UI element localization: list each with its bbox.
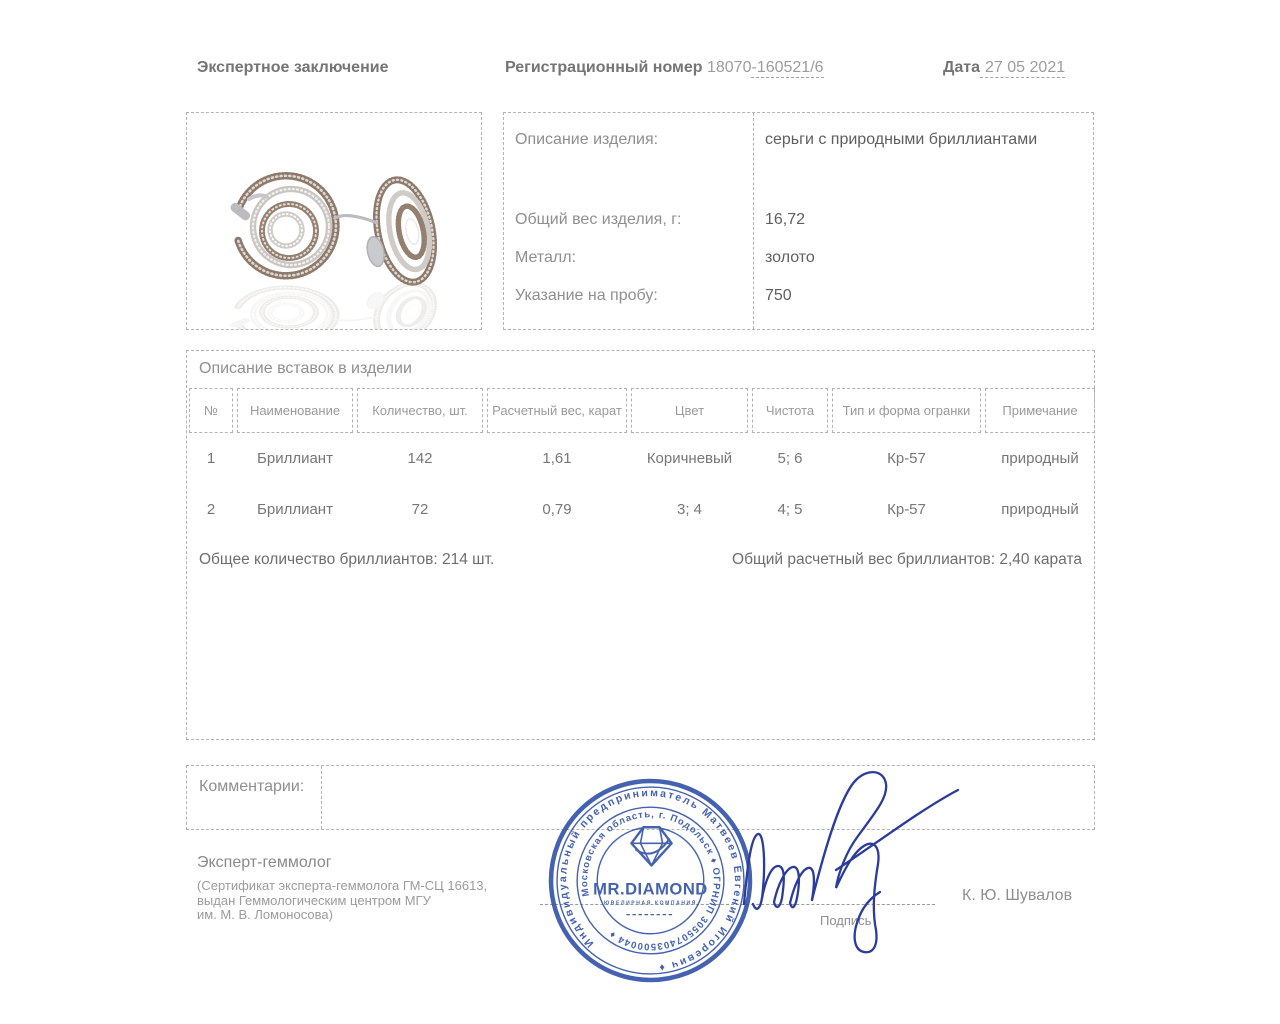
cell-note: природный: [1001, 500, 1079, 518]
diamond-icon: [631, 827, 671, 865]
column-header-note: Примечание: [985, 388, 1095, 433]
summary-total-weight: Общий расчетный вес бриллиантов: 2,40 карата: [732, 551, 1082, 568]
table-summary: [199, 548, 1082, 572]
column-header-number: №: [189, 388, 233, 433]
cell-name: Бриллиант: [257, 500, 333, 518]
column-header-weight: Расчетный вес, карат: [487, 388, 627, 433]
company-stamp: [547, 777, 754, 984]
table-header-row: [189, 388, 1095, 433]
total-weight-label: Общий вес изделия, г:: [515, 211, 682, 228]
registration-number: [505, 59, 824, 77]
description-row: [504, 249, 1093, 269]
metal-value: золото: [765, 249, 815, 266]
cell-clarity: 5; 6: [777, 449, 803, 467]
column-header-clarity: Чистота: [752, 388, 828, 433]
expert-name: К. Ю. Шувалов: [962, 887, 1073, 904]
product-photo-box: [186, 112, 482, 330]
column-header-name: Наименование: [237, 388, 353, 433]
stamp-inner-text: Московская область, г. Подольск ♦ ОГРНИП 305507403500044 ♦: [579, 809, 722, 952]
comments-label: Комментарии:: [199, 778, 305, 795]
table-row: [189, 497, 1095, 521]
hallmark-label: Указание на пробу:: [515, 287, 658, 304]
metal-label: Металл:: [515, 249, 577, 266]
description-row: [504, 131, 1093, 151]
product-description-value: серьги с природными бриллиантами: [765, 131, 1038, 148]
cell-color: Коричневый: [646, 449, 733, 467]
cell-number: 2: [206, 500, 216, 518]
registration-number-label: Регистрационный номер: [505, 59, 703, 76]
column-header-quantity: Количество, шт.: [357, 388, 483, 433]
cell-cut: Кр-57: [887, 500, 926, 518]
comments-divider: [321, 766, 322, 829]
expert-info-block: [197, 854, 527, 923]
description-row: [504, 211, 1093, 231]
inserts-table-title: Описание вставок в изделии: [199, 360, 412, 377]
hallmark-value: 750: [765, 287, 792, 304]
date-value: 27 05 2021: [980, 59, 1065, 78]
signature-caption: Подпись: [820, 913, 872, 928]
column-header-color: Цвет: [631, 388, 748, 433]
cell-note: природный: [1001, 449, 1079, 467]
registration-number-prefix: 18070: [706, 59, 752, 76]
cell-clarity: 4; 5: [777, 500, 803, 518]
cell-number: 1: [206, 449, 216, 467]
stamp-brand-subtitle: ЮВЕЛИРНАЯ КОМПАНИЯ: [604, 900, 697, 907]
handwritten-signature: [735, 763, 975, 963]
product-photo: [187, 113, 481, 329]
cell-color: 3; 4: [676, 500, 703, 518]
product-description-panel: [503, 112, 1094, 330]
inserts-table-panel: [186, 350, 1095, 740]
stamp-outer-text: Индивидуальный предприниматель Матвеев Евгений Игоревич ♦: [557, 786, 744, 974]
expert-certificate-line: (Сертификат эксперта-геммолога ГМ-СЦ 16613,: [197, 878, 488, 893]
date-label: Дата: [943, 59, 981, 76]
column-header-cut: Тип и форма огранки: [832, 388, 981, 433]
cell-quantity: 142: [407, 449, 433, 467]
cell-name: Бриллиант: [257, 449, 333, 467]
summary-total-count: Общее количество бриллиантов: 214 шт.: [199, 551, 495, 568]
stamp-brand: MR.DIAMOND: [593, 879, 708, 899]
expert-role: Эксперт-геммолог: [197, 854, 332, 871]
date-field: [943, 59, 1065, 77]
total-weight-value: 16,72: [765, 211, 806, 228]
registration-number-suffix: -160521/6: [751, 59, 824, 76]
cell-weight: 0,79: [542, 500, 572, 518]
cell-cut: Кр-57: [887, 449, 926, 467]
description-row: [504, 287, 1093, 307]
earring-front-view: [229, 176, 336, 276]
expert-certificate-line: выдан Геммологическим центром МГУ: [197, 892, 431, 908]
cell-weight: 1,61: [542, 449, 572, 467]
table-row: [189, 446, 1095, 470]
document-title: Экспертное заключение: [197, 59, 389, 76]
earring-side-view: [330, 175, 443, 296]
photo-reflection: [229, 277, 442, 329]
expert-certificate-line: им. М. В. Ломоносова): [197, 907, 333, 922]
product-description-label: Описание изделия:: [515, 131, 659, 148]
cell-quantity: 72: [411, 500, 429, 518]
